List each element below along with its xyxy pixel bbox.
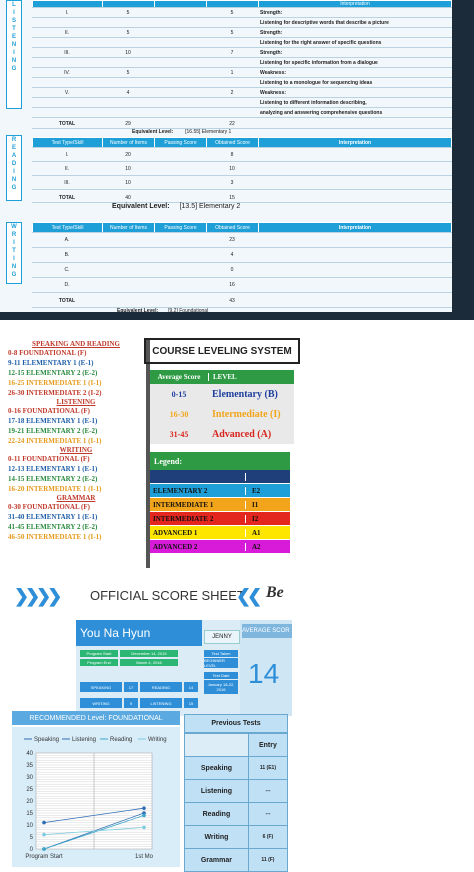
- legend-label: Listening: [72, 737, 97, 743]
- row-type: [32, 38, 102, 48]
- row-passing: [154, 28, 206, 38]
- row-items: [102, 38, 154, 48]
- test-date-label: Test Date: [204, 672, 238, 679]
- scale-item: 0-30 FOUNDATIONAL (F): [8, 503, 90, 511]
- data-point: [142, 814, 146, 818]
- listening-row: [32, 48, 452, 58]
- skill-label: LISTENING: [140, 698, 182, 708]
- row-interpretation: Listening for descriptive words that describe a picture: [258, 18, 452, 28]
- y-tick-label: 5: [29, 835, 33, 841]
- level-row: [150, 404, 294, 424]
- listening-row: [32, 38, 452, 48]
- row-passing: [154, 68, 206, 78]
- x-tick-label: 1st Mo: [134, 854, 154, 860]
- row-type: II.: [32, 28, 102, 38]
- previous-entry: 11 (E1): [248, 757, 287, 780]
- row-type: II.: [32, 162, 102, 176]
- listening-total-row: TOTAL 29 22: [32, 119, 452, 129]
- row-interpretation: Listening to a monologue for sequencing ideas: [258, 78, 452, 88]
- double-chevron-left-icon: ❮❮: [236, 586, 259, 606]
- skill-label: READING: [140, 682, 182, 692]
- row-obtained: 23: [206, 233, 258, 248]
- row-type: III.: [32, 176, 102, 190]
- level-name: Advanced (A): [212, 428, 272, 440]
- row-items: [102, 58, 154, 68]
- row-items: [102, 108, 154, 118]
- y-tick-label: 35: [26, 763, 33, 769]
- legend-level: ELEMENTARY 1: [153, 472, 208, 481]
- row-passing: [154, 263, 206, 278]
- row-passing: [154, 148, 206, 162]
- writing-table: Test Type/Skill Number of Items Passing Score Obtained Score Interpretation A. 23 B. 4 C. 0 D. 16 TOTAL 43 Equivalent Level: [9.2] Foundational: [32, 222, 452, 318]
- row-obtained: 0: [206, 263, 258, 278]
- grammar-title: GRAMMAR: [56, 494, 96, 502]
- writing-total-row: TOTAL 43: [32, 295, 452, 308]
- row-items: 20: [102, 148, 154, 162]
- scale-item: 12-15 ELEMENTARY 2 (E-2): [8, 369, 98, 377]
- row-items: 10: [102, 176, 154, 190]
- row-obtained: 7: [206, 48, 258, 58]
- row-interpretation: Listening for specific information from a dialogue: [258, 58, 452, 68]
- row-type: IV.: [32, 68, 102, 78]
- scale-item: 22-24 INTERMEDIATE 1 (I-1): [8, 437, 102, 445]
- row-passing: [154, 48, 206, 58]
- legend-level: ADVANCED 2: [153, 542, 198, 551]
- row-obtained: [206, 98, 258, 108]
- listening-row: [32, 68, 452, 78]
- listening-side-label: L I S T E N I N G: [6, 0, 22, 109]
- recommended-level: RECOMMENDED Level: FOUNDATIONAL: [12, 711, 180, 725]
- previous-skill: Speaking: [185, 757, 249, 780]
- previous-tests: [184, 714, 288, 872]
- row-obtained: 2: [206, 88, 258, 98]
- row-obtained: 1: [206, 68, 258, 78]
- row-passing: [154, 108, 206, 118]
- row-interpretation: [258, 162, 452, 176]
- legend-level: ELEMENTARY 2: [153, 486, 208, 495]
- listening-table: [32, 0, 452, 139]
- right-dark-edge: [452, 0, 474, 320]
- listening-equiv-label: Equivalent Level:: [132, 129, 174, 135]
- row-interpretation: [258, 248, 452, 263]
- previous-entry: ---: [248, 780, 287, 803]
- row-items: [102, 278, 154, 293]
- skill-label: SPEAKING: [80, 682, 122, 692]
- progress-chart: [12, 727, 180, 867]
- nickname-badge: JENNY: [204, 630, 240, 644]
- legend-code: I2: [245, 515, 290, 523]
- speaking-reading-list: [8, 348, 144, 398]
- row-passing: [154, 248, 206, 263]
- previous-entry: ---: [248, 803, 287, 826]
- legend-label: Reading: [110, 737, 133, 743]
- legend-code: A1: [245, 529, 290, 537]
- progress-line-chart: [12, 727, 180, 867]
- avg-score-header: Average Score: [150, 373, 209, 381]
- level-row: [150, 384, 294, 404]
- row-obtained: 8: [206, 148, 258, 162]
- reading-equiv-label: Equivalent Level:: [112, 203, 170, 210]
- score-report: [0, 0, 474, 320]
- data-point: [42, 821, 46, 825]
- skill-score: 17: [124, 682, 138, 692]
- level-header: LEVEL: [213, 373, 237, 381]
- skill-score: 9: [124, 698, 138, 708]
- level-name: Intermediate (I): [212, 408, 281, 420]
- listening-equiv-value: [16.55] Elementary 1: [185, 129, 232, 135]
- row-obtained: [206, 18, 258, 28]
- row-type: [32, 18, 102, 28]
- scale-item: 0-11 FOUNDATIONAL (F): [8, 455, 90, 463]
- row-items: 10: [102, 162, 154, 176]
- row-obtained: 4: [206, 248, 258, 263]
- skill-score: 15: [184, 698, 198, 708]
- row-type: C.: [32, 263, 102, 278]
- row-interpretation: Weakness:: [258, 68, 452, 78]
- writing-side-label: W R I T I N G: [6, 222, 22, 284]
- row-passing: [154, 58, 206, 68]
- row-passing: [154, 18, 206, 28]
- double-chevron-right-icon: ❯❯❯❯: [14, 586, 59, 606]
- legend-code: E2: [245, 487, 290, 495]
- y-tick-label: 30: [26, 775, 33, 781]
- y-tick-label: 15: [26, 811, 33, 817]
- legend-label: Speaking: [34, 737, 60, 743]
- row-obtained: 5: [206, 8, 258, 18]
- program-end-value: March 4, 2016: [120, 659, 178, 666]
- data-point: [142, 826, 146, 830]
- row-interpretation: Strength:: [258, 8, 452, 18]
- previous-test-row: [185, 780, 288, 803]
- level-rows: [150, 384, 294, 444]
- row-type: III.: [32, 48, 102, 58]
- test-date-value: January 18-22, 2016: [204, 680, 238, 694]
- level-name: Elementary (B): [212, 388, 278, 400]
- row-passing: [154, 278, 206, 293]
- row-passing: [154, 98, 206, 108]
- student-name: You Na Hyun: [76, 620, 202, 646]
- listening-rows: [32, 8, 452, 118]
- legend-rows: [150, 470, 290, 554]
- legend-title: Legend:: [150, 452, 290, 470]
- row-interpretation: Strength:: [258, 28, 452, 38]
- row-interpretation: Listening to different information describing,: [258, 98, 452, 108]
- row-type: [32, 58, 102, 68]
- level-range: 16-30: [169, 409, 189, 419]
- program-end-label: Program End: [80, 659, 118, 666]
- listening-row: [32, 98, 452, 108]
- grammar-list: [8, 502, 144, 542]
- row-passing: [154, 38, 206, 48]
- scale-item: 41-45 ELEMENTARY 2 (E-2): [8, 523, 98, 531]
- row-interpretation: analyzing and answering comprehensive questions: [258, 108, 452, 118]
- scale-item: 31-40 ELEMENTARY 1 (E-1): [8, 513, 98, 521]
- legend-row: [150, 498, 290, 512]
- scale-item: 9-11 ELEMENTARY 1 (E-1): [8, 359, 94, 367]
- scale-item: 16-25 INTERMEDIATE 1 (I-1): [8, 379, 102, 387]
- row-items: 5: [102, 8, 154, 18]
- scale-item: 19-21 ELEMENTARY 2 (E-2): [8, 427, 98, 435]
- y-tick-label: 25: [26, 787, 33, 793]
- data-point: [142, 806, 146, 810]
- listening-row: [32, 8, 452, 18]
- y-tick-label: 40: [26, 751, 33, 757]
- average-score-label: AVERAGE SCOR: [242, 624, 292, 638]
- average-score-value: 14: [248, 658, 280, 689]
- reading-row: [32, 148, 452, 162]
- row-interpretation: [258, 278, 452, 293]
- previous-skill: Listening: [185, 780, 249, 803]
- reading-row: [32, 162, 452, 176]
- level-range: 0-15: [171, 389, 187, 399]
- previous-tests-table: [184, 733, 288, 872]
- reading-table: Test Type/Skill Number of Items Passing Score Obtained Score Interpretation I. 20 8 II. 10 10 III. 10 3 TOTAL 40 15 Equivalent Level: [13.5] Elementary 2: [32, 137, 452, 213]
- data-point: [42, 833, 46, 837]
- reading-row: [32, 176, 452, 190]
- leveling-panel: [146, 338, 300, 570]
- row-items: [102, 18, 154, 28]
- previous-entry: 11 (F): [248, 849, 287, 872]
- scale-item: 16-20 INTERMEDIATE 1 (I-1): [8, 485, 102, 493]
- leveling-title: COURSE LEVELING SYSTEM: [144, 338, 300, 364]
- program-start-value: December 14, 2015: [120, 650, 178, 657]
- scale-item: 0-16 FOUNDATIONAL (F): [8, 407, 90, 415]
- row-items: 10: [102, 48, 154, 58]
- row-items: [102, 233, 154, 248]
- row-type: [32, 108, 102, 118]
- row-obtained: 16: [206, 278, 258, 293]
- row-items: [102, 98, 154, 108]
- scale-item: 0-8 FOUNDATIONAL (F): [8, 349, 87, 357]
- row-obtained: [206, 38, 258, 48]
- previous-skill: Reading: [185, 803, 249, 826]
- listening-list: [8, 406, 144, 446]
- previous-test-row: [185, 826, 288, 849]
- legend-level: ADVANCED 1: [153, 528, 198, 537]
- listening-row: [32, 18, 452, 28]
- row-items: [102, 248, 154, 263]
- writing-row: [32, 248, 452, 263]
- row-items: [102, 263, 154, 278]
- writing-rows: [32, 233, 452, 293]
- level-row: [150, 424, 294, 444]
- row-interpretation: [258, 263, 452, 278]
- legend-level: INTERMEDIATE 1: [153, 500, 214, 509]
- level-range: 31-45: [169, 429, 189, 439]
- entry-header: Entry: [248, 734, 287, 757]
- listening-row: [32, 28, 452, 38]
- row-items: 5: [102, 28, 154, 38]
- scale-item: 14-15 ELEMENTARY 2 (E-2): [8, 475, 98, 483]
- y-tick-label: 10: [26, 823, 33, 829]
- row-obtained: [206, 78, 258, 88]
- skill-label: WRITING: [80, 698, 122, 708]
- speaking-reading-title: SPEAKING AND READING: [32, 340, 120, 348]
- legend-code: E1: [245, 473, 290, 481]
- row-type: D.: [32, 278, 102, 293]
- y-tick-label: 0: [29, 847, 33, 853]
- scale-item: 17-18 ELEMENTARY 1 (E-1): [8, 417, 98, 425]
- writing-title: WRITING: [59, 446, 93, 454]
- writing-equiv-value: [9.2] Foundational: [168, 308, 209, 314]
- row-obtained: 10: [206, 162, 258, 176]
- legend-row: [150, 512, 290, 526]
- listening-title: LISTENING: [56, 398, 96, 406]
- scale-item: 46-50 INTERMEDIATE 1 (I-1): [8, 533, 102, 541]
- row-passing: [154, 78, 206, 88]
- row-type: A.: [32, 233, 102, 248]
- listening-interp-header: Interpretation: [259, 1, 452, 8]
- row-passing: [154, 88, 206, 98]
- legend-level: INTERMEDIATE 2: [153, 514, 214, 523]
- y-tick-label: 20: [26, 799, 33, 805]
- listening-row: [32, 88, 452, 98]
- legend-label: Writing: [148, 737, 167, 743]
- row-type: [32, 78, 102, 88]
- row-type: I.: [32, 148, 102, 162]
- row-type: V.: [32, 88, 102, 98]
- scale-item: 26-30 INTERMEDIATE 2 (I-2): [8, 389, 102, 397]
- writing-equiv-label: Equivalent Level:: [117, 308, 159, 314]
- previous-skill: Grammar: [185, 849, 249, 872]
- scale-list: [8, 340, 150, 568]
- row-obtained: [206, 58, 258, 68]
- row-type: I.: [32, 8, 102, 18]
- row-interpretation: [258, 148, 452, 162]
- previous-test-row: [185, 849, 288, 872]
- brand-logo: Be: [266, 584, 284, 601]
- writing-list: [8, 454, 144, 494]
- row-passing: [154, 176, 206, 190]
- row-type: B.: [32, 248, 102, 263]
- legend-row: [150, 470, 290, 484]
- reading-equiv-value: [13.5] Elementary 2: [179, 203, 241, 210]
- writing-row: [32, 233, 452, 248]
- listening-row: [32, 108, 452, 118]
- data-point: [42, 847, 46, 851]
- scale-item: 12-13 ELEMENTARY 1 (E-1): [8, 465, 98, 473]
- program-start-label: Program Start: [80, 650, 118, 657]
- legend-row: [150, 526, 290, 540]
- row-obtained: [206, 108, 258, 118]
- row-items: 4: [102, 88, 154, 98]
- row-obtained: 5: [206, 28, 258, 38]
- row-interpretation: [258, 176, 452, 190]
- x-tick-label: Program Start: [25, 854, 63, 860]
- row-interpretation: [258, 233, 452, 248]
- previous-test-row: [185, 803, 288, 826]
- listening-row: [32, 78, 452, 88]
- writing-row: [32, 278, 452, 293]
- row-passing: [154, 233, 206, 248]
- sheet-title: OFFICIAL SCORE SHEET: [90, 588, 245, 603]
- row-interpretation: Strength:: [258, 48, 452, 58]
- row-passing: [154, 162, 206, 176]
- row-type: [32, 98, 102, 108]
- legend-row: [150, 484, 290, 498]
- row-items: [102, 78, 154, 88]
- listening-row: [32, 58, 452, 68]
- writing-row: [32, 263, 452, 278]
- previous-tests-title: Previous Tests: [184, 714, 288, 733]
- skill-score: 14: [184, 682, 198, 692]
- reading-side-label: R E A D I N G: [6, 135, 22, 201]
- test-taken-label: Test Taken: [204, 650, 238, 657]
- test-taken-value: BEGINNER LEVEL: [204, 658, 238, 668]
- previous-entry: 6 (F): [248, 826, 287, 849]
- reading-total-row: TOTAL 40 15: [32, 193, 452, 203]
- row-passing: [154, 8, 206, 18]
- previous-test-row: [185, 757, 288, 780]
- official-score-sheet: [8, 578, 292, 867]
- row-interpretation: Listening for the right answer of specific questions: [258, 38, 452, 48]
- row-obtained: 3: [206, 176, 258, 190]
- legend-row: [150, 540, 290, 554]
- previous-skill: Writing: [185, 826, 249, 849]
- legend-code: I1: [245, 501, 290, 509]
- reading-rows: [32, 148, 452, 190]
- row-items: 5: [102, 68, 154, 78]
- legend-code: A2: [245, 543, 290, 551]
- row-interpretation: Weakness:: [258, 88, 452, 98]
